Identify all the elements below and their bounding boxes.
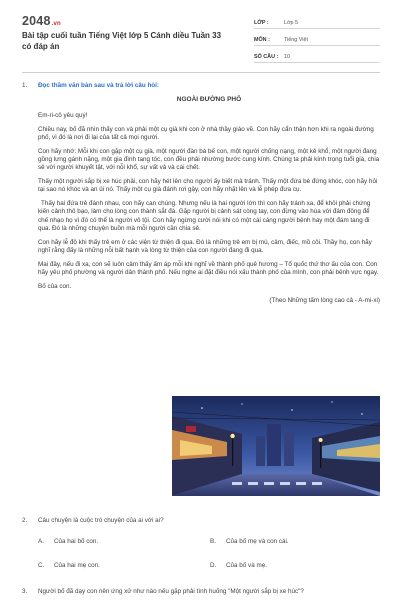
passage-paragraph: Mai đây, nếu đi xa, con sẽ luôn cảm thấy ấm áp mỗi khi nghĩ về thành phố quê hương – Tổ quốc thứ thơ ấu của con. Con hãy yêu phố phường và người dân thành phố. Nếu nghe ai đặt điều nói xấu thành phố của mình, con phải bênh vực ngay.: [38, 260, 379, 276]
passage-source: (Theo Những tấm lòng cao cả - A-mi-xi): [269, 296, 380, 304]
meta-value: Lớp 5: [284, 20, 299, 26]
document-title: Bài tập cuối tuần Tiếng Việt lớp 5 Cánh diều Tuần 33 có đáp án: [22, 31, 222, 51]
option-letter: A.: [38, 538, 44, 545]
passage-title: NGOÀI ĐƯỜNG PHỐ: [176, 96, 242, 103]
meta-value: 10: [284, 54, 290, 60]
question-number: 1.: [22, 82, 28, 89]
option-text: Của bố và mẹ.: [226, 562, 267, 569]
meta-key: MÔN :: [254, 37, 270, 43]
answer-option-a[interactable]: [38, 538, 98, 545]
question-text: Người bố đã dạy con nên ứng xử như nào nếu gặp phải tình huống "Một người sắp bị xe húc"?: [38, 588, 304, 595]
meta-table: [254, 14, 380, 65]
option-text: Của hai bố con.: [54, 538, 99, 545]
meta-key: SỐ CÂU :: [254, 54, 279, 60]
meta-row-class: [254, 14, 380, 29]
logo-main: 2048: [22, 14, 51, 28]
question-number: 3.: [22, 588, 28, 595]
question-instruction: Đọc thầm văn bản sau và trả lời câu hỏi:: [38, 82, 159, 89]
option-text: Của hai mẹ con.: [54, 562, 100, 569]
answer-option-b[interactable]: [210, 538, 289, 545]
answer-option-c[interactable]: [38, 562, 100, 569]
passage-paragraph: Chiều nay, bố đã nhìn thấy con và phải một cụ già khi con ở nhà thầy giáo về. Con hãy cẩn thận hơn khi ra ngoài đường phố, vì đó là nơi đi lại của tất cả mọi người.: [38, 126, 374, 142]
option-letter: C.: [38, 562, 45, 569]
header-divider: [22, 72, 380, 73]
option-letter: B.: [210, 538, 216, 545]
passage-paragraph: Con hãy lễ độ khi thấy trẻ em ở các viện từ thiện đi qua. Đó là những trẻ em bị mù, câm, điếc, mồ côi. Thầy họ, con hãy nghĩ rằng đấy là những nỗi bất hạnh và lòng từ thiện của con người đang đi qua.: [38, 238, 372, 254]
logo-suffix: .vn: [51, 21, 61, 27]
night-city-street-illustration: [172, 396, 380, 496]
meta-row-subject: [254, 31, 380, 46]
passage-paragraph: Thấy hai đứa trẻ đánh nhau, con hãy can chúng. Nhưng nếu là hai người lớn thì con hãy tránh xa, để khỏi phải chứng kiến cảnh thô bạo, làm cho lòng con thành sắt đá. Gặp người bị cảnh sát còng tay, con đừng vào hùa với đám đông để chế nhạo họ vì đó có thể là người vô tội. Con hãy ngừng cười nói khi có một cái cáng người bệnh hay một đám tang đi qua. Đó là những chuyện buồn mà mỗi người cần chia sẻ.: [38, 200, 371, 232]
document-header: [0, 0, 400, 68]
answer-option-d[interactable]: [210, 562, 267, 569]
passage-paragraph: Thấy một người sắp bị xe húc phải, con hãy hét lên cho người ấy biết mà tránh. Thấy một đứa bé đứng khóc, con hãy hỏi tại sao nó khóc và an ủi nó. Thấy một cụ già đánh rơi gậy, con hãy nhặt lên và lễ phép đưa cụ.: [38, 178, 378, 194]
question-number: 2.: [22, 517, 28, 524]
site-logo[interactable]: [22, 14, 61, 28]
meta-key: LỚP :: [254, 20, 269, 26]
meta-value: Tiếng Việt: [284, 37, 308, 43]
option-text: Của bố mẹ và con cái.: [226, 538, 289, 545]
reading-passage: [38, 96, 380, 305]
passage-paragraph: Em-ri-cô yêu quý!: [38, 112, 88, 120]
passage-paragraph: Con hãy nhớ: Mỗi khi con gặp một cụ già, một người đàn bà bế con, một người chống nạng, một kẻ khổ, một người đang gồng lưng gánh nặng, một gia đình tang tóc, con đều phải nhường bước cung kính. Chúng ta phải kính trọng tuổi già, chia sẻ với người khuyết tật, với nỗi khổ, sự vất vả và cái chết.: [38, 148, 380, 172]
question-text: Câu chuyện là cuộc trò chuyện của ai với ai?: [38, 517, 164, 524]
passage-signature: Bố của con.: [38, 282, 72, 290]
meta-row-count: [254, 48, 380, 63]
option-letter: D.: [210, 562, 217, 569]
